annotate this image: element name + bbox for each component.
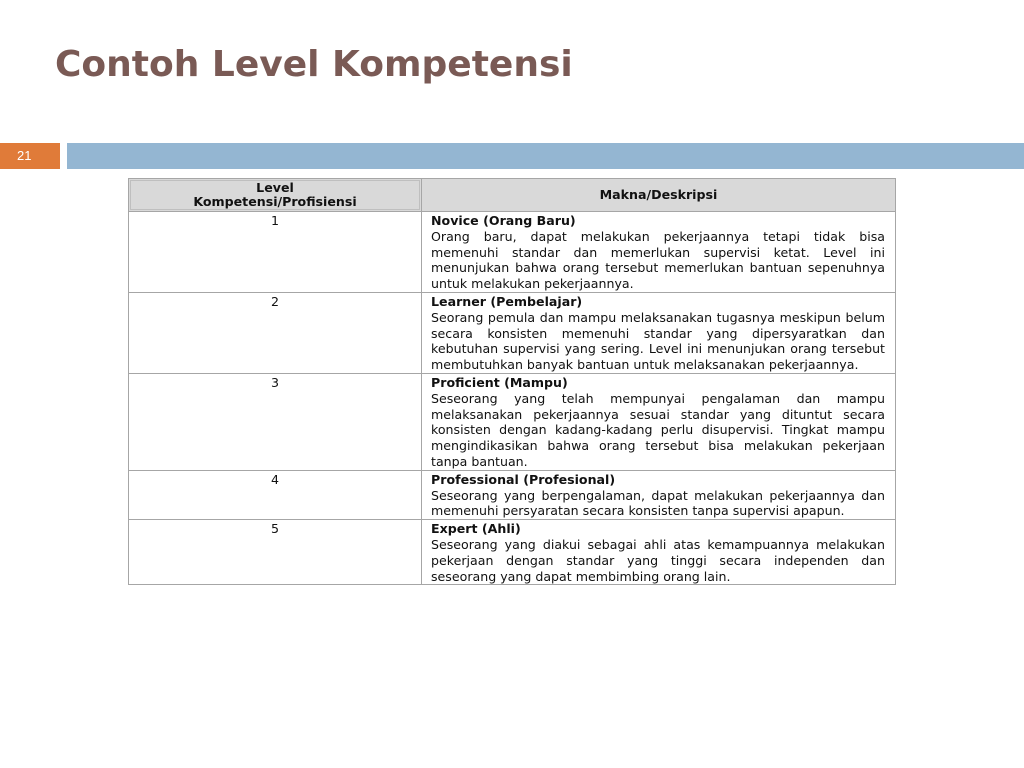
header-description: Makna/Deskripsi xyxy=(422,179,896,212)
level-description: Seseorang yang telah mempunyai pengalaman dan mampu melaksanakan pekerjaannya sesuai standar yang dituntut secara konsisten dengan kadang-kadang perlu disupervisi. Tingkat mampu mengindikasikan bahwa orang tersebut bisa melakukan pekerjaan tanpa bantuan. xyxy=(431,390,885,469)
table-row xyxy=(129,292,896,373)
competency-table xyxy=(128,178,896,585)
slide-title: Contoh Level Kompetensi xyxy=(55,44,573,85)
level-name: Expert (Ahli) xyxy=(431,521,521,537)
table-row xyxy=(129,373,896,470)
header-level-line2: Kompetensi/Profisiensi xyxy=(193,194,357,209)
level-number: 5 xyxy=(129,520,422,585)
level-name: Learner (Pembelajar) xyxy=(431,293,583,309)
level-description-cell xyxy=(422,470,896,519)
table-row xyxy=(129,470,896,519)
level-description-cell xyxy=(422,373,896,470)
level-name: Professional (Profesional) xyxy=(431,471,616,487)
level-number: 3 xyxy=(129,373,422,470)
level-description-cell xyxy=(422,292,896,373)
level-description: Seseorang yang berpengalaman, dapat melakukan pekerjaannya dan memenuhi persyaratan secara konsisten tanpa supervisi apapun. xyxy=(431,487,885,519)
slide-number: 21 xyxy=(0,143,60,169)
level-description-cell xyxy=(422,520,896,585)
header-level-line1: Level xyxy=(256,180,294,195)
level-description: Seorang pemula dan mampu melaksanakan tugasnya meskipun belum secara konsisten memenuhi standar yang dipersyaratkan dan kebutuhan supervisi yang sering. Level ini menunjukan orang tersebut membutuhkan banyak bantuan untuk melaksanakan pekerjaannya. xyxy=(431,309,885,373)
level-name: Novice (Orang Baru) xyxy=(431,213,576,228)
level-number: 2 xyxy=(129,292,422,373)
level-description: Orang baru, dapat melakukan pekerjaannya tetapi tidak bisa memenuhi standar dan memerlukan supervisi ketat. Level ini menunjukan bahwa orang tersebut memerlukan bantuan sepenuhnya untuk melakukan pekerjaannya. xyxy=(431,228,885,292)
table-header-row xyxy=(129,179,896,212)
table-row xyxy=(129,520,896,585)
level-number: 4 xyxy=(129,470,422,519)
level-number: 1 xyxy=(129,212,422,293)
level-description-cell xyxy=(422,212,896,293)
table-row xyxy=(129,212,896,293)
level-description: Seseorang yang diakui sebagai ahli atas kemampuannya melakukan pekerjaan dengan standar yang tinggi secara independen dan seseorang yang dapat membimbing orang lain. xyxy=(431,536,885,584)
header-level xyxy=(129,179,422,212)
header-bar xyxy=(67,143,1024,169)
level-name: Proficient (Mampu) xyxy=(431,374,568,390)
